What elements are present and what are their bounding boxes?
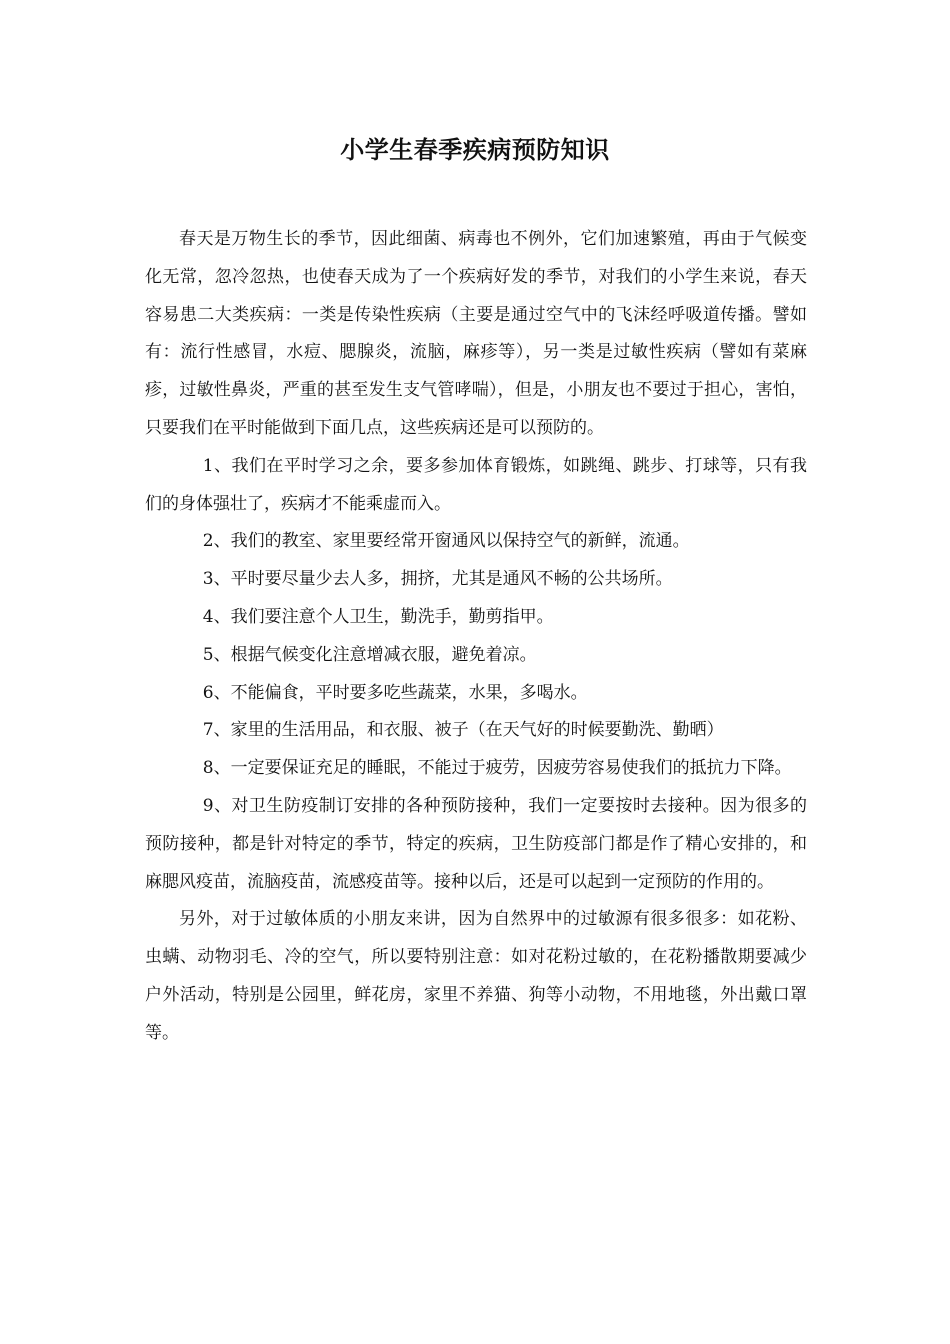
page-title: 小学生春季疾病预防知识 xyxy=(340,135,610,164)
list-item: 6、不能偏食，平时要多吃些蔬菜，水果，多喝水。 xyxy=(202,682,588,703)
list-item: 7、家里的生活用品，和衣服、被子（在天气好的时候要勤洗、勤晒） xyxy=(202,720,724,741)
intro-paragraph: 春天是万物生长的季节，因此细菌、病毒也不例外，它们加速繁殖，再由于气候变化无常，忽冷忽热，也使春天成为了一个疾病好发的季节，对我们的小学生来说，春天容易患二大类疾病：一类是传染性疾病（主要是通过空气中的飞沫经呼吸道传播。譬如有：流行性感冒，水痘、腮腺炎，流脑，麻疹等），另一类是过敏性疾病（譬如有菜麻疹，过敏性鼻炎，严重的甚至发生支气管哮喘），但是，小朋友也不要过于担心，害怕，只要我们在平时能做到下面几点，这些疾病还是可以预防的。 xyxy=(145,229,807,438)
list-item: 9、对卫生防疫制订安排的各种预防接种，我们一定要按时去接种。因为很多的预防接种，都是针对特定的季节，特定的疾病，卫生防疫部门都是作了精心安排的，和麻腮风疫苗，流脑疫苗，流感疫苗等。接种以后，还是可以起到一定预防的作用的。 xyxy=(145,795,807,892)
closing-paragraph: 另外，对于过敏体质的小朋友来讲，因为自然界中的过敏源有很多很多：如花粉、虫螨、动物羽毛、冷的空气，所以要特别注意：如对花粉过敏的，在花粉播散期要减少户外活动，特别是公园里，鲜花房，家里不养猫、狗等小动物，不用地毯，外出戴口罩等。 xyxy=(145,909,807,1043)
document-body xyxy=(145,221,807,1053)
list-item: 3、平时要尽量少去人多，拥挤，尤其是通风不畅的公共场所。 xyxy=(202,569,673,590)
list-item: 2、我们的教室、家里要经常开窗通风以保持空气的新鲜，流通。 xyxy=(202,531,690,552)
list-item: 1、我们在平时学习之余，要多参加体育锻炼，如跳绳、跳步、打球等，只有我们的身体强壮了，疾病才不能乘虚而入。 xyxy=(145,455,807,514)
list-item: 5、根据气候变化注意增减衣服，避免着凉。 xyxy=(202,644,537,665)
list-item: 4、我们要注意个人卫生，勤洗手，勤剪指甲。 xyxy=(202,606,554,627)
list-item: 8、一定要保证充足的睡眠，不能过于疲劳，因疲劳容易使我们的抵抗力下降。 xyxy=(202,758,792,779)
